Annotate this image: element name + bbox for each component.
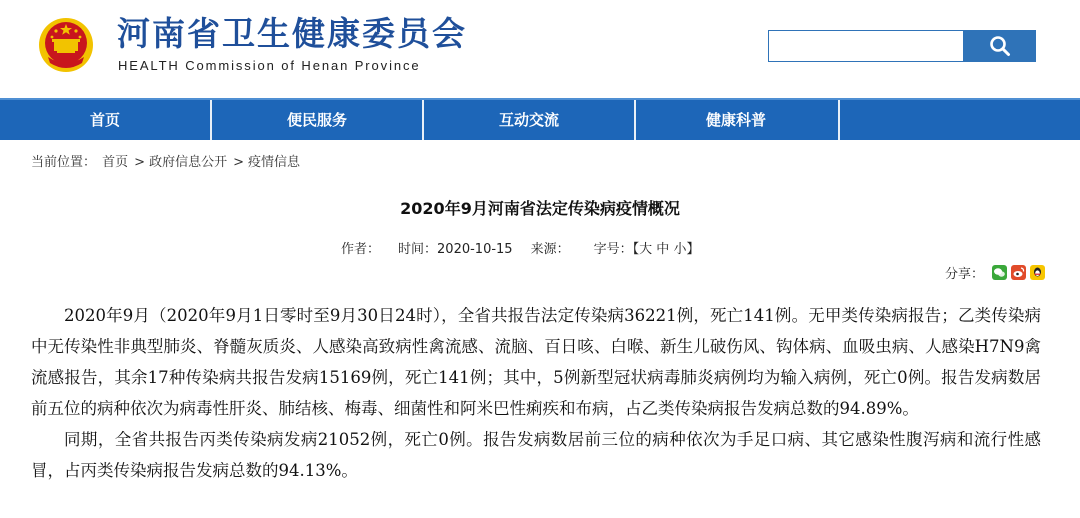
source-label: 来源： (530, 242, 570, 257)
breadcrumb-link-gov-info[interactable]: 政府信息公开 (149, 155, 228, 170)
site-subtitle: HEALTH Commission of Henan Province (118, 58, 421, 73)
nav-item-interaction[interactable]: 互动交流 (498, 111, 559, 129)
nav-divider (838, 100, 840, 140)
wechat-icon[interactable] (992, 265, 1007, 280)
font-size-label: 字号： (593, 242, 633, 257)
search-icon (989, 35, 1011, 57)
breadcrumb-separator: > (233, 155, 244, 170)
time-label: 时间： (398, 242, 438, 257)
font-bracket-close: 】 (686, 242, 700, 257)
time-value: 2020-10-15 (437, 242, 513, 257)
article-title: 2020年9月河南省法定传染病疫情概况 (400, 199, 680, 218)
breadcrumb-prefix: 当前位置： (31, 155, 97, 170)
font-size-large[interactable]: 大 (639, 242, 653, 257)
weibo-icon[interactable] (1011, 265, 1026, 280)
breadcrumb-link-home[interactable]: 首页 (102, 155, 129, 170)
site-title: 河南省卫生健康委员会 (117, 14, 467, 53)
font-size-small[interactable]: 小 (673, 242, 687, 257)
font-bracket-open: 【 (632, 242, 640, 257)
national-emblem-icon (38, 17, 94, 73)
article-paragraph: 同期，全省共报告丙类传染病发病21052例，死亡0例。报告发病数居前三位的病种依次为手足口病、其它感染性腹泻病和流行性感冒，占丙类传染病报告发病总数的94.13%。 (31, 430, 1041, 480)
article-meta (341, 238, 699, 257)
main-nav (0, 98, 1080, 140)
breadcrumb-separator: > (134, 155, 146, 170)
article-body (31, 300, 1041, 486)
article-paragraph: 2020年9月（2020年9月1日零时至9月30日24时），全省共报告法定传染病36221例，死亡141例。无甲类传染病报告；乙类传染病中无传染性非典型肺炎、脊髓灰质炎、人感染高致病性禽流感、流脑、百日咳、白喉、新生儿破伤风、钩体病、血吸虫病、人感染H7N9禽流感报告，其余17种传染病共报告发病15169例，死亡141例；其中，5例新型冠状病毒肺炎病例均为输入病例，死亡0例。报告发病数居前五位的病种依次为病毒性肝炎、肺结核、梅毒、细菌性和阿米巴性痢疾和布病，占乙类传染病报告发病总数的94.89%。 (31, 306, 1041, 418)
search-input[interactable] (768, 30, 964, 62)
nav-item-health-science[interactable]: 健康科普 (705, 111, 766, 129)
nav-item-services[interactable]: 便民服务 (286, 111, 347, 129)
breadcrumb (31, 151, 302, 170)
share-label: 分享： (945, 267, 985, 282)
author-label: 作者： (341, 242, 381, 257)
qq-icon[interactable] (1030, 265, 1045, 280)
site-header (0, 0, 1080, 98)
breadcrumb-link-epidemic[interactable]: 疫情信息 (248, 155, 301, 170)
nav-item-home[interactable]: 首页 (89, 111, 120, 129)
font-size-medium[interactable]: 中 (656, 242, 670, 257)
share-bar (945, 263, 1045, 282)
search-button[interactable] (963, 30, 1036, 62)
